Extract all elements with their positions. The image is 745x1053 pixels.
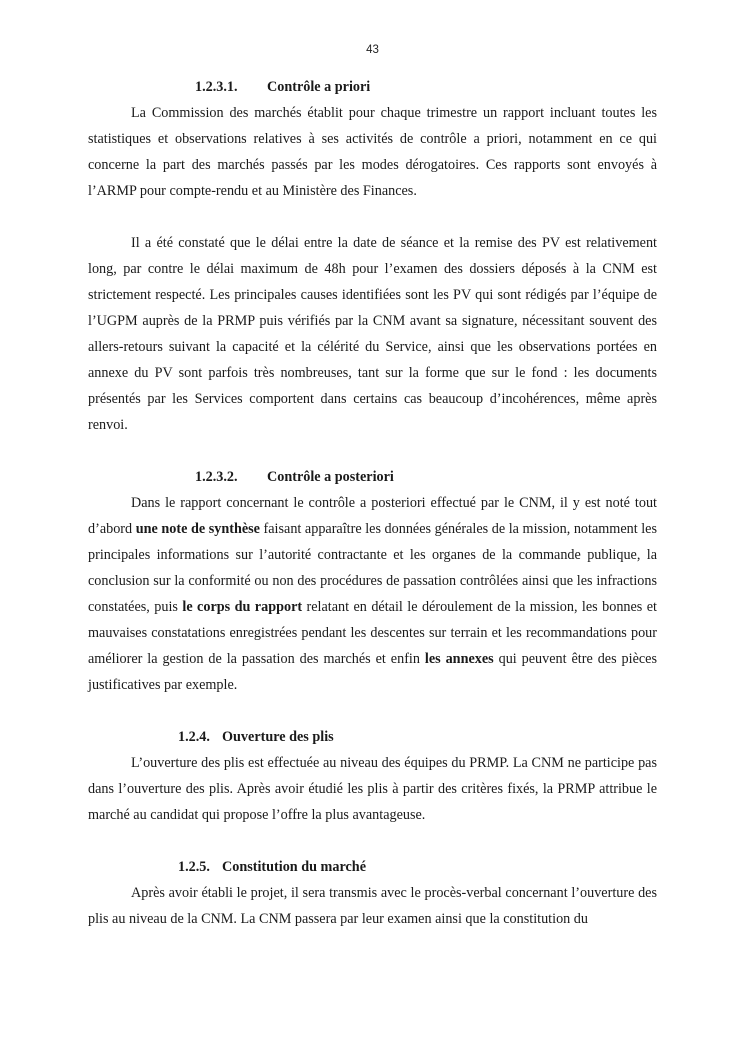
- page-content: [88, 74, 657, 932]
- paragraph-controle-a-priori-1: La Commission des marchés établit pour chaque trimestre un rapport incluant toutes les statistiques et observations relatives à ses activités de contrôle a priori, notamment en ce qui concerne la part des marchés passés par les modes dérogatoires. Ces rapports sont envoyés à l’ARMP pour compte-rendu et au Ministère des Finances.: [88, 105, 657, 199]
- heading-title: Constitution du marché: [222, 859, 366, 875]
- page-number: 43: [366, 44, 379, 56]
- paragraph-ouverture-des-plis: L’ouverture des plis est effectuée au niveau des équipes du PRMP. La CNM ne participe pas dans l’ouverture des plis. Après avoir étudié les plis à partir des critères fixés, la PRMP attribue le marché au candidat qui propose l’offre la plus avantageuse.: [88, 755, 657, 823]
- heading-number: 1.2.5.: [178, 859, 210, 875]
- bold-corps-du-rapport: le corps du rapport: [182, 599, 303, 615]
- heading-title: Ouverture des plis: [222, 729, 334, 745]
- text-run: Dans le rapport concernant le contrôle a posteriori effectué par le CNM, il y est noté tout d’abord: [88, 495, 657, 537]
- bold-les-annexes: les annexes: [424, 651, 494, 667]
- bold-note-de-synthese: une note de synthèse: [135, 521, 260, 537]
- paragraph-gap: [88, 438, 657, 464]
- heading-controle-a-posteriori: [88, 464, 657, 490]
- heading-title: Contrôle a priori: [267, 79, 371, 95]
- heading-controle-a-priori: [88, 74, 657, 100]
- paragraph-controle-a-posteriori: [88, 490, 657, 698]
- heading-number: 1.2.3.2.: [195, 469, 238, 485]
- paragraph-controle-a-priori-2: Il a été constaté que le délai entre la date de séance et la remise des PV est relativement long, par contre le délai maximum de 48h pour l’examen des dossiers déposés à la CNM est strictement respecté. Les principales causes identifiées sont les PV qui sont rédigés par l’équipe de l’UGPM auprès de la PRMP puis vérifiés par la CNM avant sa signature, nécessitant souvent des allers-retours suivant la capacité et la célérité du Service, ainsi que les observations portées en annexe du PV sont parfois très nombreuses, tant sur la forme que sur le fond : les documents présentés par les Services comportent dans certains cas beaucoup d’incohérences, même après renvoi.: [88, 235, 657, 433]
- heading-number: 1.2.4.: [178, 729, 210, 745]
- heading-number: 1.2.3.1.: [195, 79, 238, 95]
- paragraph-gap: [88, 828, 657, 854]
- paragraph-gap: [88, 698, 657, 724]
- text-run: qui peuvent être des pièces justificatives par exemple.: [88, 651, 657, 693]
- heading-title: Contrôle a posteriori: [267, 469, 394, 485]
- heading-constitution-du-marche: [88, 854, 657, 880]
- text-run: faisant apparaître les données générales de la mission, notamment les principales informations sur l’autorité contractante et les organes de la commande publique, la conclusion sur la conformité ou non des procédures de passation contrôlées ainsi que les infractions constatées, puis: [88, 521, 657, 615]
- paragraph-gap: [88, 204, 657, 230]
- heading-ouverture-des-plis: [88, 724, 657, 750]
- paragraph-constitution-du-marche: Après avoir établi le projet, il sera transmis avec le procès-verbal concernant l’ouverture des plis au niveau de la CNM. La CNM passera par leur examen ainsi que la constitution du: [88, 885, 657, 927]
- text-run: relatant en détail le déroulement de la mission, les bonnes et mauvaises constatations enregistrées pendant les descentes sur terrain et les recommandations pour améliorer la gestion de la passation des marchés et enfin: [88, 599, 658, 667]
